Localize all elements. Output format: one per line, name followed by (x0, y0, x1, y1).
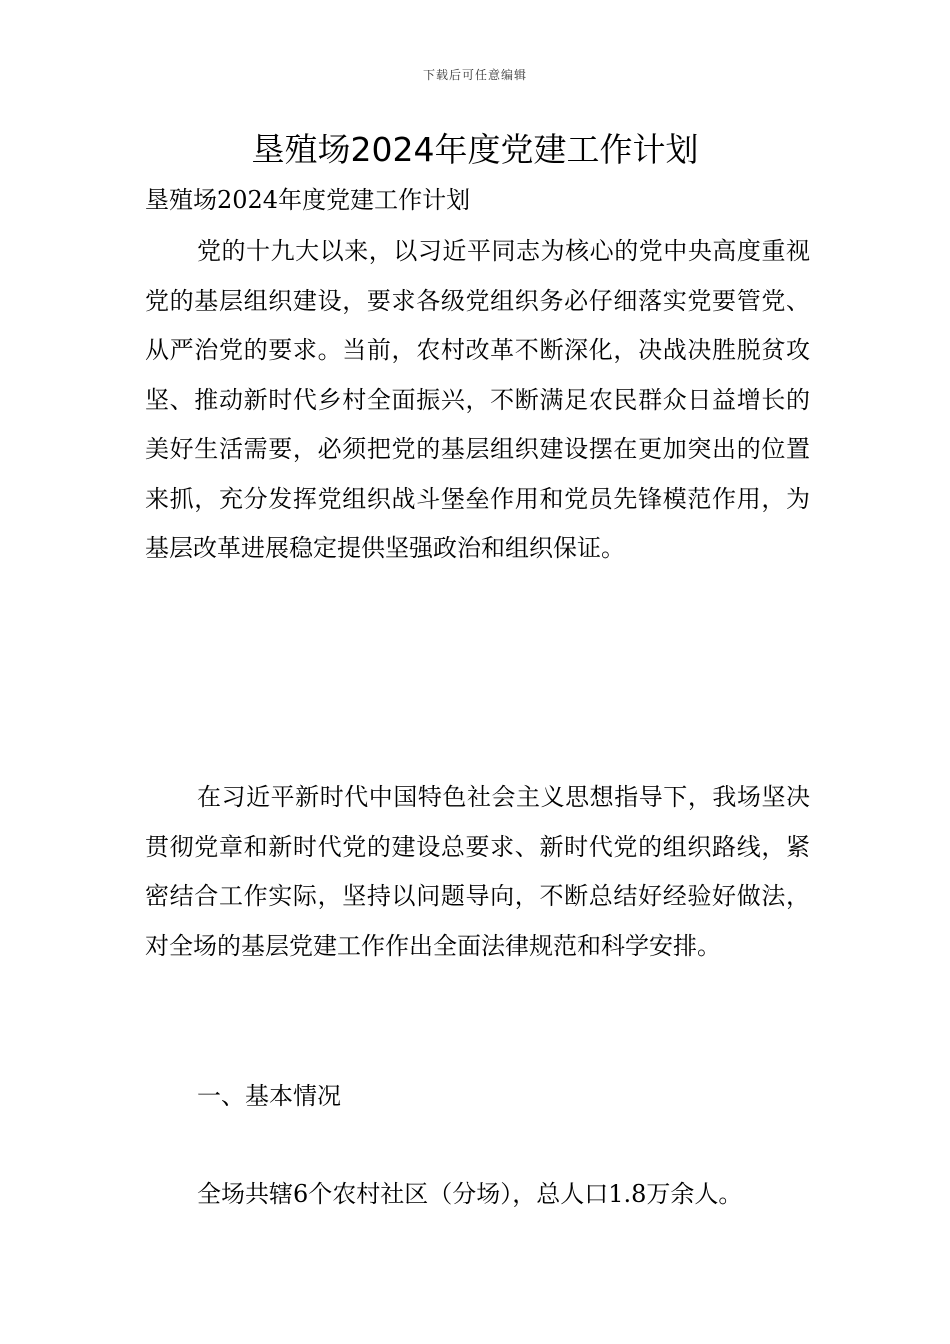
body-paragraph: 在习近平新时代中国特色社会主义思想指导下，我场坚决贯彻党章和新时代党的建设总要求、新时代党的组织路线，紧密结合工作实际，坚持以问题导向，不断总结好经验好做法，对全场的基层党建工作作出全面法律规范和科学安排。 (145, 783, 810, 960)
document-title: 垦殖场2024年度党建工作计划 (251, 130, 699, 169)
header-note: 下载后可任意编辑 (422, 68, 527, 82)
section-paragraph: 全场共辖6个农村社区（分场），总人口1.8万余人。 (197, 1180, 743, 1208)
section-heading: 一、基本情况 (197, 1082, 341, 1110)
document-subtitle: 垦殖场2024年度党建工作计划 (145, 186, 471, 214)
body-paragraph: 党的十九大以来，以习近平同志为核心的党中央高度重视党的基层组织建设，要求各级党组织务必仔细落实党要管党、从严治党的要求。当前，农村改革不断深化，决战决胜脱贫攻坚、推动新时代乡村全面振兴，不断满足农民群众日益增长的美好生活需要，必须把党的基层组织建设摆在更加突出的位置来抓，充分发挥党组织战斗堡垒作用和党员先锋模范作用，为基层改革进展稳定提供坚强政治和组织保证。 (145, 237, 810, 562)
